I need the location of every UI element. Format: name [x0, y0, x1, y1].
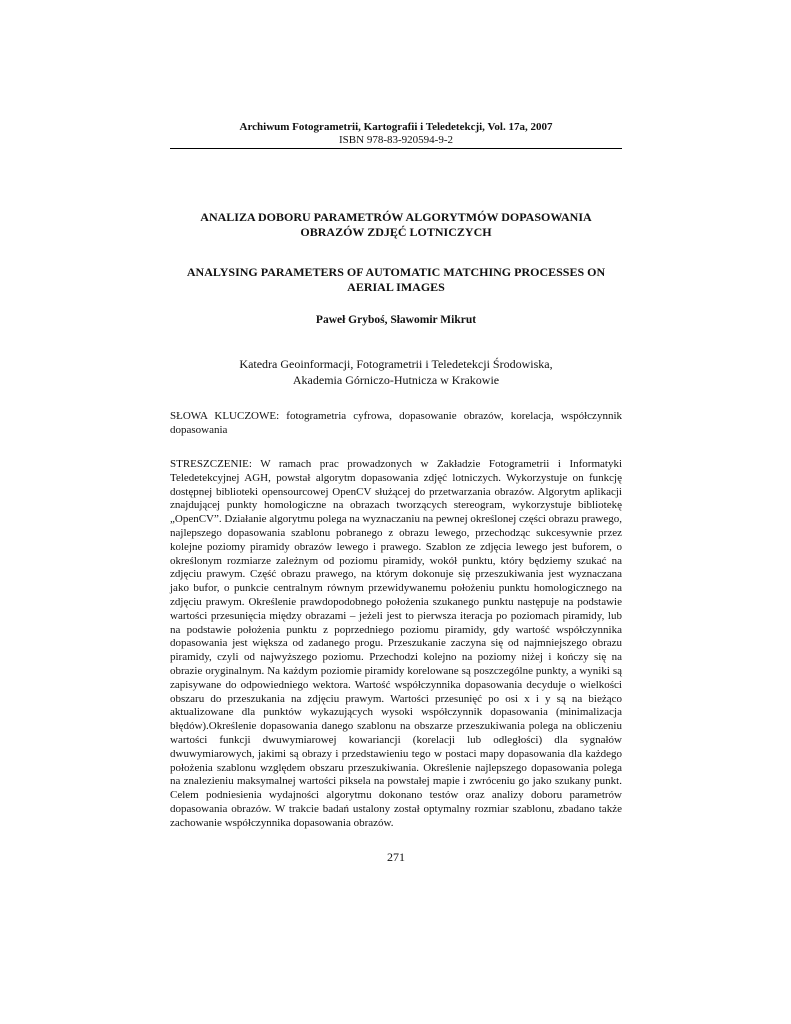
- affiliation-line-1: Katedra Geoinformacji, Fotogrametrii i Teledetekcji Środowiska,: [239, 357, 553, 371]
- title-polish-line-1: ANALIZA DOBORU PARAMETRÓW ALGORYTMÓW DOPASOWANIA: [200, 210, 592, 224]
- journal-header: Archiwum Fotogrametrii, Kartografii i Teledetekcji, Vol. 17a, 2007: [239, 121, 553, 133]
- title-english: [170, 265, 622, 295]
- affiliation-line-2: Akademia Górniczo-Hutnicza w Krakowie: [292, 373, 500, 387]
- title-english-line-2: AERIAL IMAGES: [347, 280, 445, 294]
- title-english-line-1: ANALYSING PARAMETERS OF AUTOMATIC MATCHING PROCESSES ON: [186, 265, 606, 279]
- authors: Paweł Gryboś, Sławomir Mikrut: [315, 314, 477, 326]
- keywords: SŁOWA KLUCZOWE: fotogrametria cyfrowa, dopasowanie obrazów, korelacja, współczynnik dopasowania: [170, 410, 622, 436]
- title-polish: [170, 210, 622, 240]
- affiliation: [170, 356, 622, 388]
- abstract: STRESZCZENIE: W ramach prac prowadzonych w Zakładzie Fotogrametrii i Informatyki Teledetekcyjnej AGH, powstał algorytm dopasowania zdjęć lotniczych. Wykorzystuje on funkcję dostępnej biblioteki opensourcowej OpenCV służącej do przetwarzania obrazów. Algorytm aplikacji znajdującej punkty homologiczne na obrazach tworzących stereogram, wykorzystuje bibliotekę „OpenCV”. Działanie algorytmu polega na wyznaczaniu na pewnej określonej części obrazu prawego, najlepszego dopasowania szablonu pobranego z obrazu lewego, przechodząc sukcesywnie przez kolejne poziomy piramidy obrazów lewego i prawego. Szablon ze zdjęcia lewego jest buforem, o określonym rozmiarze zależnym od poziomu piramidy, wokół punktu, który będziemy szukać na zdjęciu prawym. Część obrazu prawego, na którym dokonuje się przeszukiwania jest wyznaczana jako bufor, o punkcie centralnym równym przewidywanemu położeniu punktu homologicznego na zdjęciu prawym. Określenie prawdopodobnego położenia szukanego punktu następuje na podstawie wartości przesunięcia między obrazami – jeżeli jest to pierwsza iteracja po poziomach piramidy, lub na podstawie położenia punktu z poprzedniego poziomu piramidy, gdy wartość współczynnika dopasowania jest większa od zadanego progu. Przeszukanie zaczyna się od najmniejszego obrazu piramidy, czyli od najwyższego poziomu. Przechodzi kolejno na poziomy niżej i kończy się na obrazie oryginalnym. Na każdym poziomie piramidy korelowane są poszczególne punkty, a wyniki są zapisywane do odpowiedniego wektora. Wartość współczynnika dopasowania decyduje o wielkości obszaru do przeszukania na zdjęciu prawym. Wartości przesunięć po osi x i y są na bieżąco aktualizowane dla punktów wykazujących wysoki współczynnik dopasowania (minimalizacja błędów).Określenie dopasowania danego szablonu na obszarze przeszukiwania polega na obliczeniu wartości funkcji dwuwymiarowej kowariancji (korelacji lub odległości) dla sygnałów dwuwymiarowych, jakimi są obrazy i przedstawieniu tego w postaci mapy dopasowania dla każdego położenia szablonu względem obszaru przeszukiwania. Określenie najlepszego dopasowania polega na znalezieniu maksymalnej wartości piksela na powstałej mapie i zwróceniu go jako szukany punkt. Celem podniesienia wydajności algorytmu dokonano testów oraz analizy doboru parametrów dopasowania obrazów. W trakcie badań ustalony został optymalny rozmiar szablonu, zbadano także zachowanie współczynnika dopasowania obrazów.: [170, 458, 622, 829]
- title-polish-line-2: OBRAZÓW ZDJĘĆ LOTNICZYCH: [300, 225, 492, 239]
- isbn-line: ISBN 978-83-920594-9-2: [339, 134, 453, 146]
- header-rule: [170, 148, 622, 149]
- page-number: 271: [387, 850, 405, 864]
